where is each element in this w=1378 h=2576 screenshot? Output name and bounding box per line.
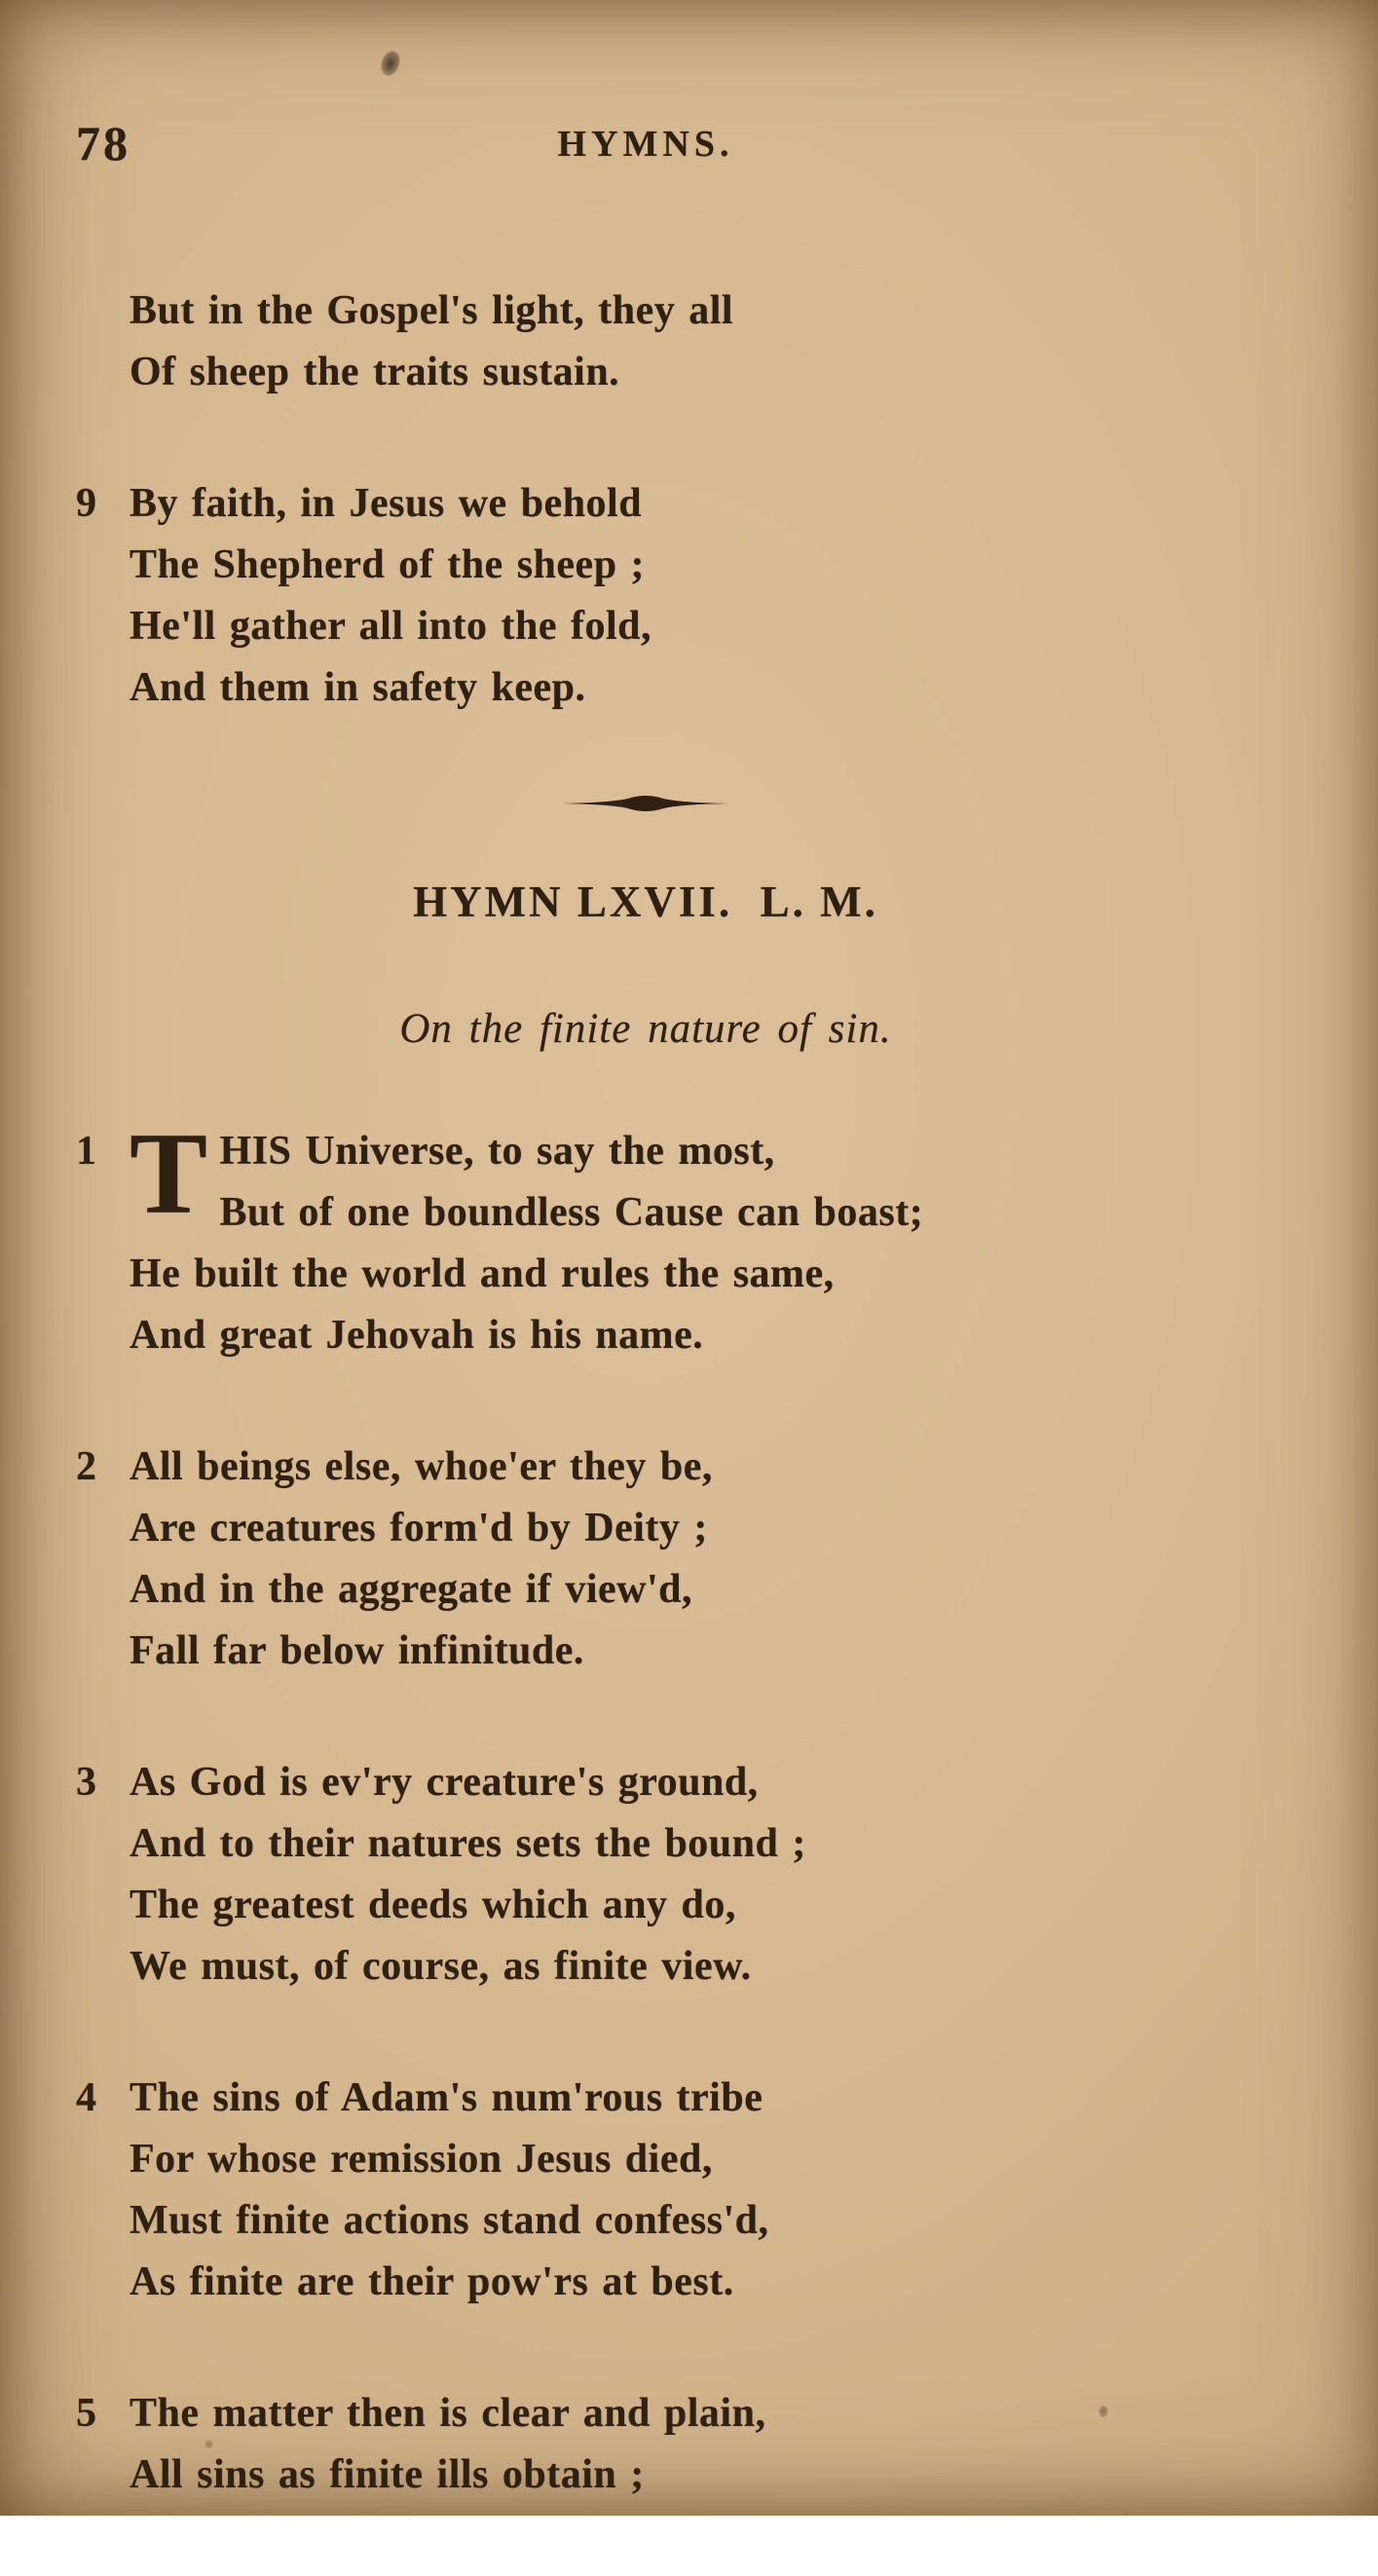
verse-line: And in the aggregate if view'd, <box>130 1567 693 1612</box>
page-number: 78 <box>76 116 130 170</box>
verse-line: And to their natures sets the bound ; <box>130 1821 806 1866</box>
verse-line: Fall far below infinitude. <box>130 1628 584 1673</box>
stanza-previous-hymn-end <box>130 280 1215 403</box>
verse-line: All beings else, whoe'er they be, <box>130 1444 713 1489</box>
stanza-5 <box>76 2383 1215 2506</box>
hymn-heading: HYMN LXVII. L. M. <box>413 877 878 926</box>
verse-line: By faith, in Jesus we behold <box>130 481 643 526</box>
verse-line: All sins as finite ills obtain ; <box>130 2452 645 2497</box>
verse-number: 3 <box>76 1760 97 1805</box>
text-block <box>76 115 1215 2576</box>
verse-line: For whose remission Jesus died, <box>130 2137 713 2182</box>
verse-number: 1 <box>76 1129 97 1174</box>
verse-line: But in the Gospel's light, they all <box>130 288 734 333</box>
stanza-2 <box>76 1437 1215 1682</box>
verse-line: And them in safety keep. <box>130 665 586 710</box>
verse-number: 2 <box>76 1444 97 1489</box>
verse-line: Must finite actions stand confess'd, <box>130 2198 769 2243</box>
drop-cap-letter: T <box>130 1108 208 1238</box>
verse-line: HIS Universe, to say the most, <box>219 1129 775 1174</box>
section-divider <box>76 789 1215 818</box>
verse-line: He'll gather all into the fold, <box>130 604 652 649</box>
verse-line: The sins of Adam's num'rous tribe <box>130 2075 763 2120</box>
verse-line: Are creatures form'd by Deity ; <box>130 1506 708 1550</box>
verse-line: Of sheep the traits sustain. <box>130 350 620 394</box>
verse-line: The Shepherd of the sheep ; <box>130 542 646 587</box>
stanza-3 <box>76 1752 1215 1997</box>
verse-number: 9 <box>76 481 97 526</box>
stanza-9 <box>76 473 1215 719</box>
verse-line: As God is ev'ry creature's ground, <box>130 1760 759 1805</box>
verse-line: He built the world and rules the same, <box>130 1251 835 1296</box>
verse-line: But of one boundless Cause can boast; <box>219 1190 924 1235</box>
stanza-1 <box>76 1108 1215 1366</box>
verse-line: We must, of course, as finite view. <box>130 1944 752 1989</box>
verse-number: 5 <box>76 2391 97 2436</box>
running-title: HYMNS. <box>557 124 734 165</box>
verse-line: And great Jehovah is his name. <box>130 1313 704 1358</box>
verse-line: The matter then is clear and plain, <box>130 2391 766 2436</box>
ink-smudge <box>378 49 403 79</box>
page-header <box>76 115 1215 183</box>
verse-line: As finite are their pow'rs at best. <box>130 2259 734 2304</box>
verse-line: The greatest deeds which any do, <box>130 1883 736 1927</box>
swelled-rule-ornament <box>563 794 728 813</box>
verse-number: 4 <box>76 2075 97 2120</box>
hymn-subtitle: On the finite nature of sin. <box>399 1006 892 1052</box>
stanza-4 <box>76 2068 1215 2313</box>
